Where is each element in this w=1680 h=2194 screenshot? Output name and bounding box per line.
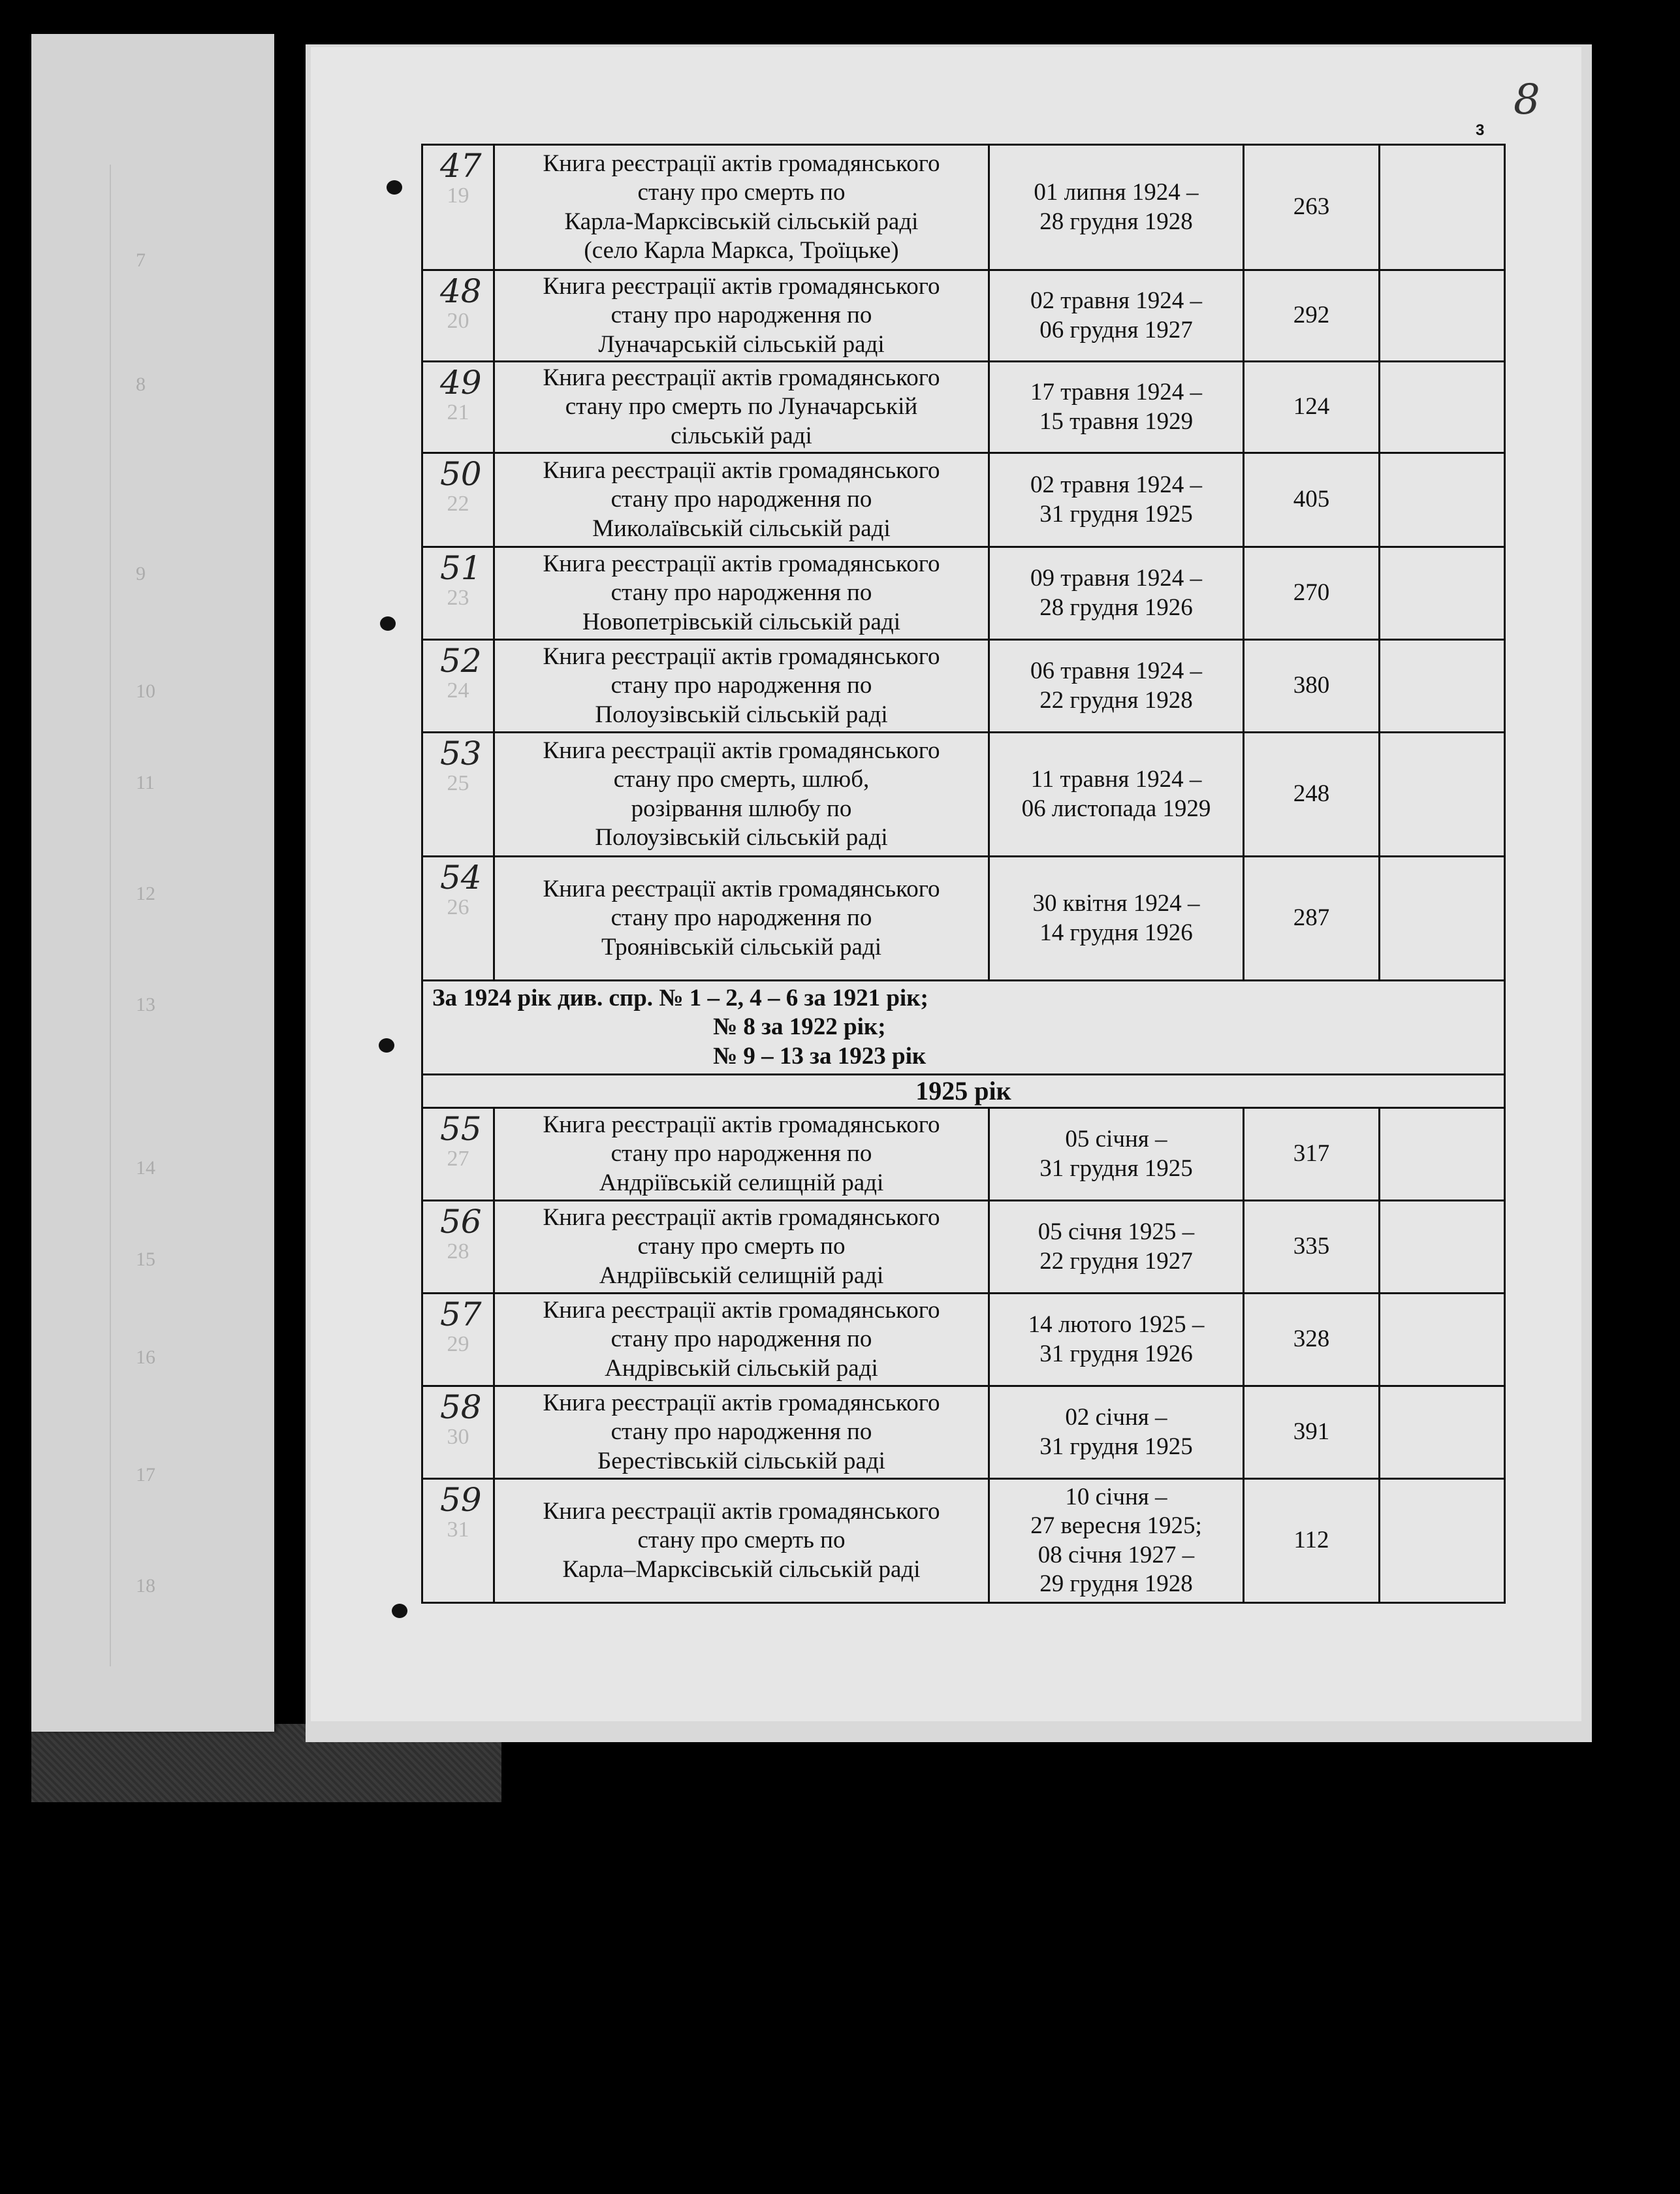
prev-page-item-number: 10	[136, 680, 155, 702]
remarks-cell	[1380, 733, 1505, 857]
item-number-cell	[422, 270, 494, 362]
inventory-table	[421, 144, 1506, 1604]
old-item-number: 26	[447, 895, 469, 919]
page-count-cell: 112	[1244, 1479, 1380, 1603]
remarks-cell	[1380, 145, 1505, 270]
table-row	[422, 857, 1505, 981]
note-line: № 8 за 1922 рік;	[713, 1013, 886, 1041]
item-number-cell	[422, 453, 494, 547]
date-range-cell: 05 січня 1925 – 22 грудня 1927	[989, 1201, 1244, 1294]
prev-page-item-number: 7	[136, 249, 146, 271]
date-range-cell: 09 травня 1924 – 28 грудня 1926	[989, 547, 1244, 640]
old-item-number: 30	[447, 1425, 469, 1450]
handwritten-item-number: 47	[440, 147, 482, 185]
prev-page-item-number: 16	[136, 1346, 155, 1368]
page-number: 3	[1476, 121, 1485, 139]
page-count-cell: 124	[1244, 362, 1380, 453]
handwritten-item-number: 56	[440, 1203, 482, 1241]
table-row	[422, 1386, 1505, 1479]
handwritten-item-number: 51	[440, 549, 482, 587]
remarks-cell	[1380, 1201, 1505, 1294]
old-item-number: 28	[447, 1239, 469, 1264]
item-number-cell	[422, 1386, 494, 1479]
table-row	[422, 145, 1505, 270]
old-item-number: 23	[447, 586, 469, 610]
item-number-cell	[422, 145, 494, 270]
date-range-cell: 01 липня 1924 – 28 грудня 1928	[989, 145, 1244, 270]
date-range-cell: 02 січня – 31 грудня 1925	[989, 1386, 1244, 1479]
punch-hole	[379, 1038, 394, 1053]
old-item-number: 20	[447, 309, 469, 333]
page-count-cell: 380	[1244, 640, 1380, 733]
year-header: 1925 рік	[422, 1075, 1505, 1108]
record-title-cell: Книга реєстрації актів громадянського стану про народження по Миколаївській сільській раді	[494, 453, 989, 547]
table-row	[422, 547, 1505, 640]
item-number-cell	[422, 640, 494, 733]
item-number-cell	[422, 547, 494, 640]
remarks-cell	[1380, 547, 1505, 640]
year-header-row	[422, 1075, 1505, 1108]
table-row	[422, 453, 1505, 547]
record-title-cell: Книга реєстрації актів громадянського стану про смерть по Карла–Марксівській сільській раді	[494, 1479, 989, 1603]
table-row	[422, 1108, 1505, 1201]
remarks-cell	[1380, 857, 1505, 981]
remarks-cell	[1380, 362, 1505, 453]
handwritten-item-number: 50	[440, 455, 482, 493]
table-row	[422, 640, 1505, 733]
page-count-cell: 405	[1244, 453, 1380, 547]
handwritten-item-number: 59	[440, 1481, 482, 1519]
handwritten-item-number: 52	[440, 642, 482, 680]
table-row	[422, 362, 1505, 453]
remarks-cell	[1380, 453, 1505, 547]
record-title-cell: Книга реєстрації актів громадянського стану про народження по Андрівській сільській раді	[494, 1294, 989, 1386]
page-count-cell: 391	[1244, 1386, 1380, 1479]
remarks-cell	[1380, 1294, 1505, 1386]
previous-page	[31, 34, 274, 1732]
date-range-cell: 02 травня 1924 – 31 грудня 1925	[989, 453, 1244, 547]
remarks-cell	[1380, 1479, 1505, 1603]
prev-page-item-number: 17	[136, 1464, 155, 1486]
record-title-cell: Книга реєстрації актів громадянського стану про смерть по Карла-Марксівській сільській раді (село Карла Маркса, Троїцьке)	[494, 145, 989, 270]
record-title-cell: Книга реєстрації актів громадянського стану про смерть по Андріївській селищній раді	[494, 1201, 989, 1294]
old-item-number: 24	[447, 678, 469, 703]
item-number-cell	[422, 362, 494, 453]
handwritten-item-number: 48	[440, 272, 482, 310]
page-count-cell: 328	[1244, 1294, 1380, 1386]
handwritten-item-number: 58	[440, 1388, 482, 1427]
date-range-cell: 02 травня 1924 – 06 грудня 1927	[989, 270, 1244, 362]
handwritten-item-number: 49	[440, 364, 482, 402]
handwritten-item-number: 54	[440, 859, 482, 897]
page-count-cell: 317	[1244, 1108, 1380, 1201]
handwritten-folio-number: 8	[1514, 76, 1540, 124]
page-count-cell: 248	[1244, 733, 1380, 857]
old-item-number: 19	[447, 183, 469, 208]
record-title-cell: Книга реєстрації актів громадянського стану про народження по Луначарській сільській раді	[494, 270, 989, 362]
date-range-cell: 10 січня – 27 вересня 1925; 08 січня 1927 – 29 грудня 1928	[989, 1479, 1244, 1603]
punch-hole	[380, 616, 396, 631]
remarks-cell	[1380, 270, 1505, 362]
punch-hole	[387, 180, 402, 195]
date-range-cell: 14 лютого 1925 – 31 грудня 1926	[989, 1294, 1244, 1386]
record-title-cell: Книга реєстрації актів громадянського стану про смерть по Луначарській сільській раді	[494, 362, 989, 453]
remarks-cell	[1380, 1386, 1505, 1479]
page-count-cell: 335	[1244, 1201, 1380, 1294]
prev-page-item-number: 13	[136, 994, 155, 1015]
table-row	[422, 1294, 1505, 1386]
prev-page-item-number: 9	[136, 563, 146, 584]
prev-page-item-number: 15	[136, 1248, 155, 1270]
prev-page-item-number: 11	[136, 772, 155, 793]
item-number-cell	[422, 857, 494, 981]
table-row	[422, 1201, 1505, 1294]
punch-hole	[392, 1604, 407, 1618]
table-row	[422, 270, 1505, 362]
old-item-number: 31	[447, 1518, 469, 1542]
note-line: № 9 – 13 за 1923 рік	[713, 1042, 927, 1070]
page-count-cell: 263	[1244, 145, 1380, 270]
item-number-cell	[422, 1294, 494, 1386]
item-number-cell	[422, 1201, 494, 1294]
item-number-cell	[422, 733, 494, 857]
item-number-cell	[422, 1108, 494, 1201]
record-title-cell: Книга реєстрації актів громадянського стану про народження по Полоузівській сільській раді	[494, 640, 989, 733]
handwritten-item-number: 57	[440, 1296, 482, 1334]
page-count-cell: 287	[1244, 857, 1380, 981]
record-title-cell: Книга реєстрації актів громадянського стану про смерть, шлюб, розірвання шлюбу по Полоузівській сільській раді	[494, 733, 989, 857]
prev-page-item-number: 12	[136, 883, 155, 904]
record-title-cell: Книга реєстрації актів громадянського стану про народження по Троянівській сільській раді	[494, 857, 989, 981]
remarks-cell	[1380, 1108, 1505, 1201]
old-item-number: 22	[447, 492, 469, 516]
remarks-cell	[1380, 640, 1505, 733]
page-count-cell: 270	[1244, 547, 1380, 640]
prev-page-item-number: 8	[136, 374, 146, 395]
note-line: За 1924 рік див. спр. № 1 – 2, 4 – 6 за 1921 рік;	[432, 985, 928, 1011]
old-item-number: 27	[447, 1147, 469, 1171]
old-item-number: 21	[447, 400, 469, 424]
table-row	[422, 733, 1505, 857]
date-range-cell: 30 квітня 1924 – 14 грудня 1926	[989, 857, 1244, 981]
date-range-cell: 17 травня 1924 – 15 травня 1929	[989, 362, 1244, 453]
old-item-number: 29	[447, 1332, 469, 1357]
cross-reference-note	[422, 981, 1505, 1075]
item-number-cell	[422, 1479, 494, 1603]
table-row	[422, 1479, 1505, 1603]
record-title-cell: Книга реєстрації актів громадянського стану про народження по Новопетрівській сільській раді	[494, 547, 989, 640]
date-range-cell: 05 січня – 31 грудня 1925	[989, 1108, 1244, 1201]
record-title-cell: Книга реєстрації актів громадянського стану про народження по Берестівській сільській раді	[494, 1386, 989, 1479]
prev-page-item-number: 14	[136, 1157, 155, 1179]
prev-page-item-number: 18	[136, 1575, 155, 1597]
date-range-cell: 06 травня 1924 – 22 грудня 1928	[989, 640, 1244, 733]
old-item-number: 25	[447, 771, 469, 795]
prev-page-rule	[110, 165, 111, 1666]
handwritten-item-number: 53	[440, 735, 482, 772]
record-title-cell: Книга реєстрації актів громадянського стану про народження по Андріївській селищній раді	[494, 1108, 989, 1201]
date-range-cell: 11 травня 1924 – 06 листопада 1929	[989, 733, 1244, 857]
cross-reference-row	[422, 981, 1505, 1075]
page-count-cell: 292	[1244, 270, 1380, 362]
handwritten-item-number: 55	[440, 1110, 482, 1149]
